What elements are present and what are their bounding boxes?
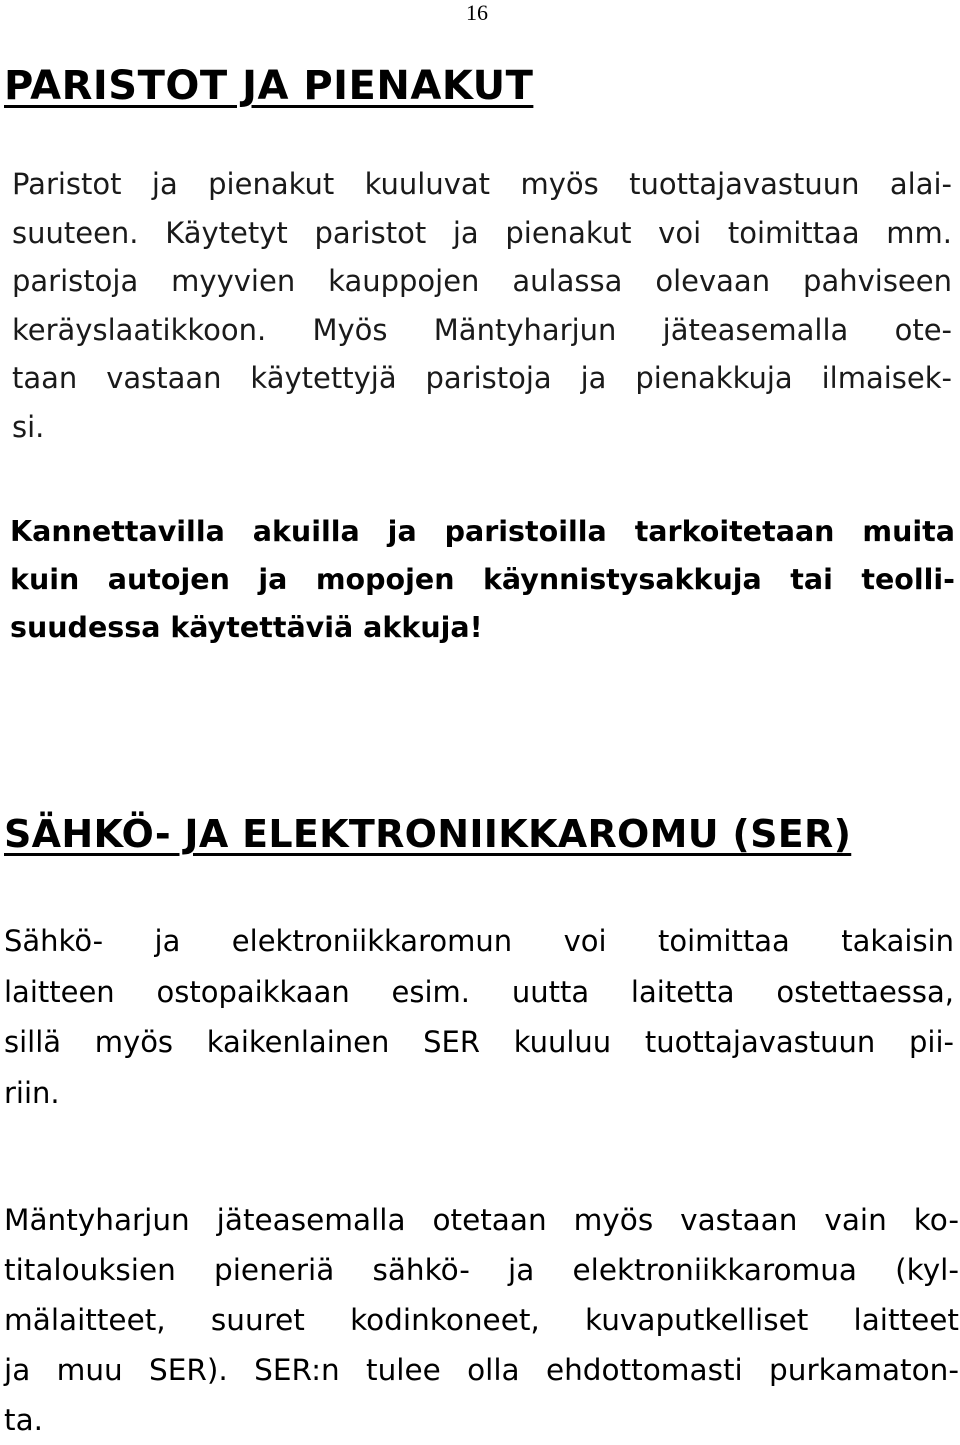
text-line: keräyslaatikkoon. Myös Mäntyharjun jäteasemalla ote-: [12, 312, 952, 347]
text-line: kuin autojen ja mopojen käynnistysakkuja tai teolli-: [10, 563, 955, 596]
text-line: laitteen ostopaikkaan esim. uutta laitetta ostettaessa,: [4, 974, 954, 1009]
text-line: titalouksien pieneriä sähkö- ja elektroniikkaromua (kyl-: [4, 1253, 959, 1287]
text-line: Kannettavilla akuilla ja paristoilla tarkoitetaan muita: [10, 515, 955, 548]
text-line: sillä myös kaikenlainen SER kuuluu tuottajavastuun pii-: [4, 1025, 954, 1059]
paragraph-portable-batteries-note: [10, 508, 955, 652]
text-line: ta.: [4, 1403, 44, 1437]
text-line: paristoja myyvien kauppojen aulassa olevaan pahviseen: [12, 264, 952, 298]
text-line: suuteen. Käytetyt paristot ja pienakut voi toimittaa mm.: [12, 215, 952, 250]
section-heading-batteries: PARISTOT JA PIENAKUT: [4, 63, 534, 109]
text-line: ja muu SER). SER:n tulee olla ehdottomasti purkamaton-: [4, 1353, 959, 1387]
text-line: Sähkö- ja elektroniikkaromun voi toimittaa takaisin: [4, 924, 954, 958]
paragraph-ser-return: [4, 916, 954, 1118]
paragraph-batteries-collection: [12, 160, 952, 451]
text-line: taan vastaan käytettyjä paristoja ja pienakkuja ilmaisek-: [12, 361, 952, 395]
text-line: Paristot ja pienakut kuuluvat myös tuottajavastuun alai-: [12, 167, 952, 201]
paragraph-ser-waste-station: [4, 1195, 959, 1445]
text-line: si.: [12, 409, 45, 444]
text-line: Mäntyharjun jäteasemalla otetaan myös vastaan vain ko-: [4, 1203, 959, 1237]
text-line: mälaitteet, suuret kodinkoneet, kuvaputkelliset laitteet: [4, 1303, 959, 1337]
text-line: suudessa käytettäviä akkuja!: [10, 611, 483, 644]
text-line: riin.: [4, 1075, 60, 1110]
page-number: 16: [466, 0, 488, 25]
section-heading-ser: SÄHKÖ- JA ELEKTRONIIKKAROMU (SER): [4, 812, 852, 856]
